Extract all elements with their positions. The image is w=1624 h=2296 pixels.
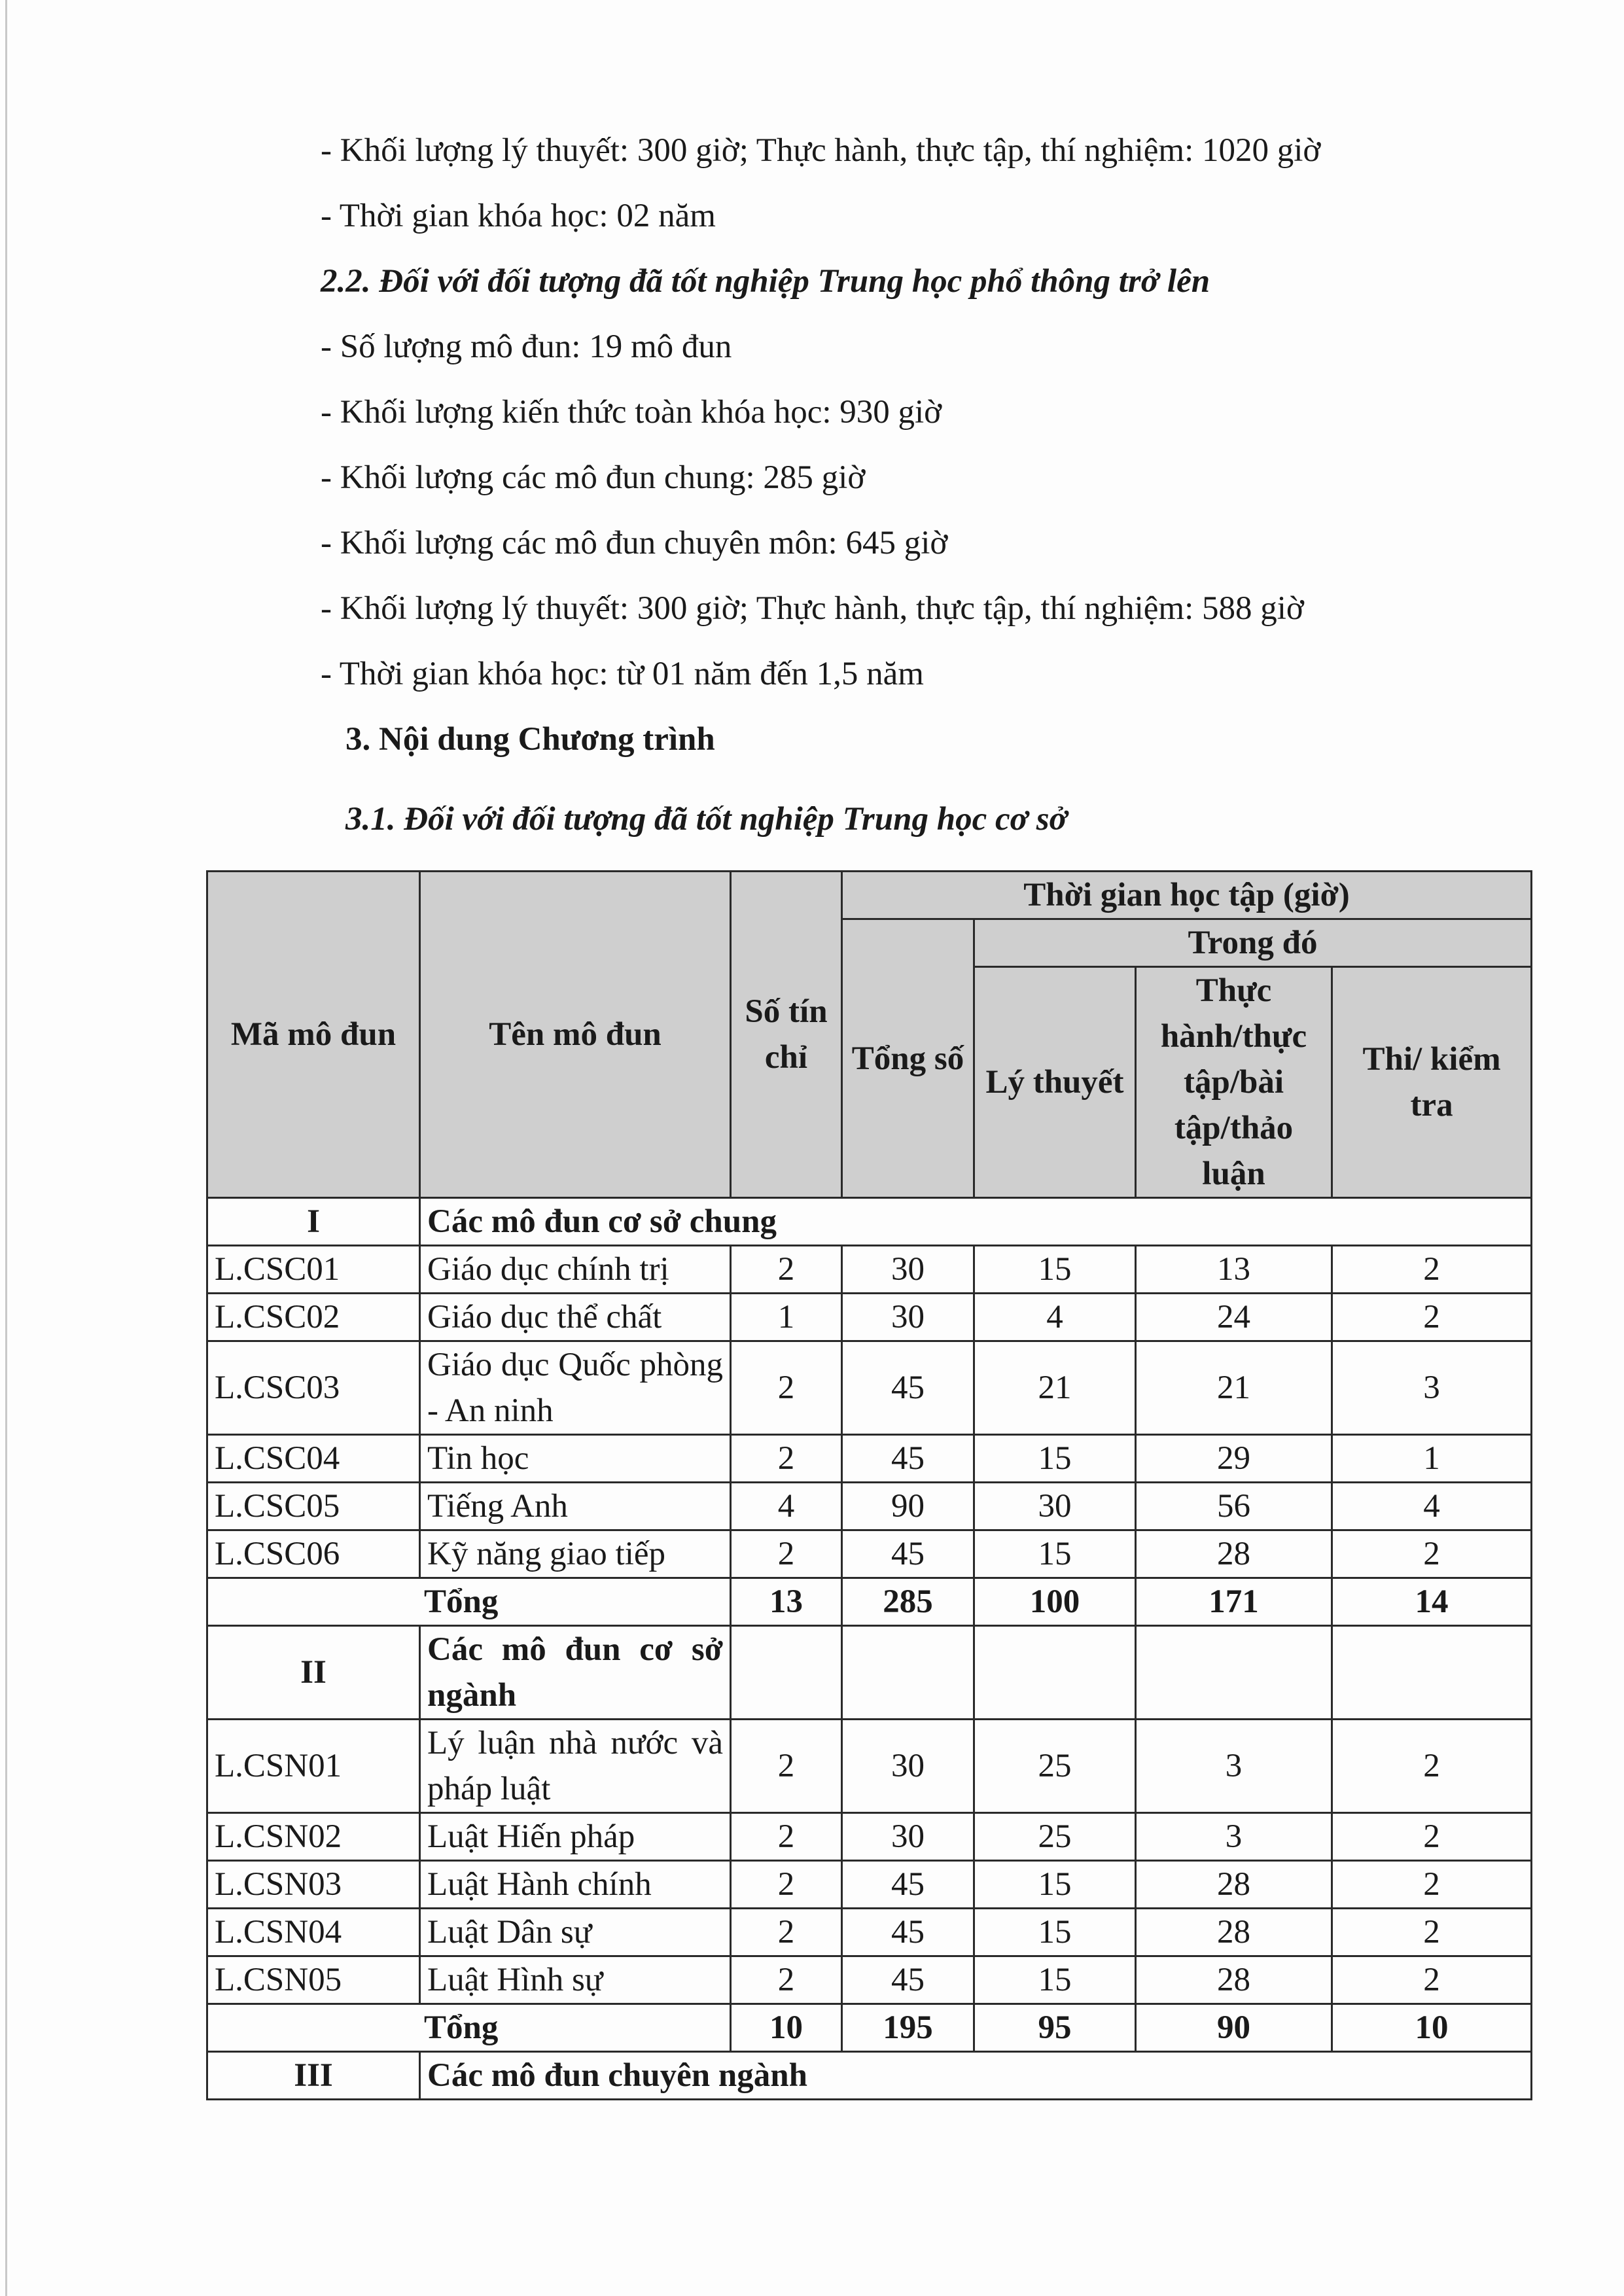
section-2-2-line-3: - Khối lượng các mô đun chung: 285 giờ: [321, 459, 866, 496]
module-name: Luật Hành chính: [420, 1861, 731, 1909]
total-hours: 195: [842, 2004, 974, 2052]
module-name: Luật Hình sự: [420, 1956, 731, 2004]
header-theory: Lý thuyết: [974, 967, 1136, 1198]
module-code: L.CSC04: [207, 1435, 420, 1483]
empty-cell: [1136, 1626, 1332, 1720]
total-credits: 13: [731, 1578, 842, 1626]
module-total: 45: [842, 1530, 974, 1578]
table-row: [207, 1483, 1532, 1530]
module-name: Giáo dục Quốc phòng - An ninh: [420, 1341, 731, 1435]
module-total: 30: [842, 1813, 974, 1861]
module-code: L.CSC02: [207, 1294, 420, 1341]
module-code: L.CSC06: [207, 1530, 420, 1578]
module-theory: 4: [974, 1294, 1136, 1341]
module-name: Luật Hiến pháp: [420, 1813, 731, 1861]
section-2-2-line-2: - Khối lượng kiến thức toàn khóa học: 930 giờ: [321, 394, 942, 431]
module-name: Kỹ năng giao tiếp: [420, 1530, 731, 1578]
group-row-3: [207, 2052, 1532, 2100]
module-name: Giáo dục thể chất: [420, 1294, 731, 1341]
module-name: Tin học: [420, 1435, 731, 1483]
program-table: [206, 870, 1532, 2100]
module-total: 90: [842, 1483, 974, 1530]
table-row: [207, 1861, 1532, 1909]
module-practice: 28: [1136, 1909, 1332, 1956]
module-credits: 2: [731, 1909, 842, 1956]
section-2-2-heading: 2.2. Đối với đối tượng đã tốt nghiệp Trung học phổ thông trở lên: [321, 263, 1210, 300]
module-total: 30: [842, 1294, 974, 1341]
group-row-1: [207, 1198, 1532, 1246]
header-credits: Số tín chỉ: [731, 872, 842, 1198]
module-total: 45: [842, 1861, 974, 1909]
module-total: 45: [842, 1956, 974, 2004]
section-2-2-line-5: - Khối lượng lý thuyết: 300 giờ; Thực hành, thực tập, thí nghiệm: 588 giờ: [321, 590, 1304, 627]
module-credits: 2: [731, 1341, 842, 1435]
group-code: II: [207, 1626, 420, 1720]
module-code: L.CSN01: [207, 1720, 420, 1813]
module-total: 30: [842, 1246, 974, 1294]
module-code: L.CSN03: [207, 1861, 420, 1909]
header-name: Tên mô đun: [420, 872, 731, 1198]
module-practice: 28: [1136, 1861, 1332, 1909]
module-practice: 56: [1136, 1483, 1332, 1530]
table-row: [207, 1813, 1532, 1861]
module-code: L.CSC01: [207, 1246, 420, 1294]
module-theory: 25: [974, 1720, 1136, 1813]
module-exam: 4: [1332, 1483, 1532, 1530]
page-edge: [5, 0, 7, 2296]
section-2-2-line-1: - Số lượng mô đun: 19 mô đun: [321, 328, 732, 365]
module-name: Giáo dục chính trị: [420, 1246, 731, 1294]
intro-line-2: - Thời gian khóa học: 02 năm: [321, 198, 716, 234]
module-credits: 2: [731, 1530, 842, 1578]
module-theory: 15: [974, 1530, 1136, 1578]
module-practice: 29: [1136, 1435, 1332, 1483]
module-practice: 21: [1136, 1341, 1332, 1435]
module-practice: 3: [1136, 1720, 1332, 1813]
module-practice: 28: [1136, 1956, 1332, 2004]
module-name: Luật Dân sự: [420, 1909, 731, 1956]
group-name: Các mô đun chuyên ngành: [420, 2052, 1532, 2100]
module-theory: 15: [974, 1956, 1136, 2004]
table-row: [207, 1341, 1532, 1435]
total-exam: 10: [1332, 2004, 1532, 2052]
module-theory: 15: [974, 1909, 1136, 1956]
module-exam: 2: [1332, 1530, 1532, 1578]
module-credits: 2: [731, 1956, 842, 2004]
module-credits: 2: [731, 1813, 842, 1861]
module-total: 45: [842, 1341, 974, 1435]
table-row: [207, 1956, 1532, 2004]
section-3-heading: 3. Nội dung Chương trình: [345, 721, 715, 758]
module-practice: 3: [1136, 1813, 1332, 1861]
group-name: Các mô đun cơ sở ngành: [420, 1626, 731, 1720]
total-practice: 90: [1136, 2004, 1332, 2052]
total-row-1: [207, 1578, 1532, 1626]
module-exam: 2: [1332, 1956, 1532, 2004]
total-exam: 14: [1332, 1578, 1532, 1626]
module-credits: 2: [731, 1246, 842, 1294]
total-theory: 95: [974, 2004, 1136, 2052]
module-exam: 2: [1332, 1861, 1532, 1909]
module-code: L.CSN05: [207, 1956, 420, 2004]
intro-line-1: - Khối lượng lý thuyết: 300 giờ; Thực hành, thực tập, thí nghiệm: 1020 giờ: [321, 132, 1321, 169]
module-credits: 2: [731, 1861, 842, 1909]
module-practice: 24: [1136, 1294, 1332, 1341]
section-2-2-line-6: - Thời gian khóa học: từ 01 năm đến 1,5 năm: [321, 656, 924, 692]
total-label: Tổng: [207, 1578, 731, 1626]
module-code: L.CSC03: [207, 1341, 420, 1435]
module-credits: 2: [731, 1720, 842, 1813]
module-total: 45: [842, 1909, 974, 1956]
header-total: Tổng số: [842, 919, 974, 1198]
table-row: [207, 1435, 1532, 1483]
module-credits: 1: [731, 1294, 842, 1341]
module-code: L.CSC05: [207, 1483, 420, 1530]
module-exam: 2: [1332, 1720, 1532, 1813]
module-name: Lý luận nhà nước và pháp luật: [420, 1720, 731, 1813]
group-row-2: [207, 1626, 1532, 1720]
module-total: 45: [842, 1435, 974, 1483]
group-name: Các mô đun cơ sở chung: [420, 1198, 1532, 1246]
module-code: L.CSN02: [207, 1813, 420, 1861]
total-practice: 171: [1136, 1578, 1332, 1626]
module-exam: 3: [1332, 1341, 1532, 1435]
module-exam: 2: [1332, 1246, 1532, 1294]
module-total: 30: [842, 1720, 974, 1813]
module-exam: 2: [1332, 1909, 1532, 1956]
group-code: III: [207, 2052, 420, 2100]
table-row: [207, 1530, 1532, 1578]
module-credits: 2: [731, 1435, 842, 1483]
total-theory: 100: [974, 1578, 1136, 1626]
module-theory: 25: [974, 1813, 1136, 1861]
header-practice: Thực hành/thực tập/bài tập/thảo luận: [1136, 967, 1332, 1198]
module-theory: 15: [974, 1861, 1136, 1909]
module-exam: 2: [1332, 1813, 1532, 1861]
section-2-2-line-4: - Khối lượng các mô đun chuyên môn: 645 giờ: [321, 525, 948, 561]
total-credits: 10: [731, 2004, 842, 2052]
module-theory: 15: [974, 1435, 1136, 1483]
group-code: I: [207, 1198, 420, 1246]
module-theory: 15: [974, 1246, 1136, 1294]
module-practice: 13: [1136, 1246, 1332, 1294]
module-exam: 2: [1332, 1294, 1532, 1341]
table-row: [207, 1720, 1532, 1813]
total-row-2: [207, 2004, 1532, 2052]
section-3-1-heading: 3.1. Đối với đối tượng đã tốt nghiệp Trung học cơ sở: [345, 801, 1067, 838]
header-of-which: Trong đó: [974, 919, 1532, 967]
total-label: Tổng: [207, 2004, 731, 2052]
module-credits: 4: [731, 1483, 842, 1530]
table-row: [207, 1294, 1532, 1341]
module-practice: 28: [1136, 1530, 1332, 1578]
empty-cell: [974, 1626, 1136, 1720]
total-hours: 285: [842, 1578, 974, 1626]
empty-cell: [842, 1626, 974, 1720]
table-row: [207, 1909, 1532, 1956]
module-theory: 30: [974, 1483, 1136, 1530]
module-name: Tiếng Anh: [420, 1483, 731, 1530]
module-code: L.CSN04: [207, 1909, 420, 1956]
module-theory: 21: [974, 1341, 1136, 1435]
header-code: Mã mô đun: [207, 872, 420, 1198]
header-time-group: Thời gian học tập (giờ): [842, 872, 1532, 919]
document-body: [321, 118, 1564, 852]
module-exam: 1: [1332, 1435, 1532, 1483]
empty-cell: [731, 1626, 842, 1720]
header-exam: Thi/ kiểm tra: [1332, 967, 1532, 1198]
table-row: [207, 1246, 1532, 1294]
empty-cell: [1332, 1626, 1532, 1720]
